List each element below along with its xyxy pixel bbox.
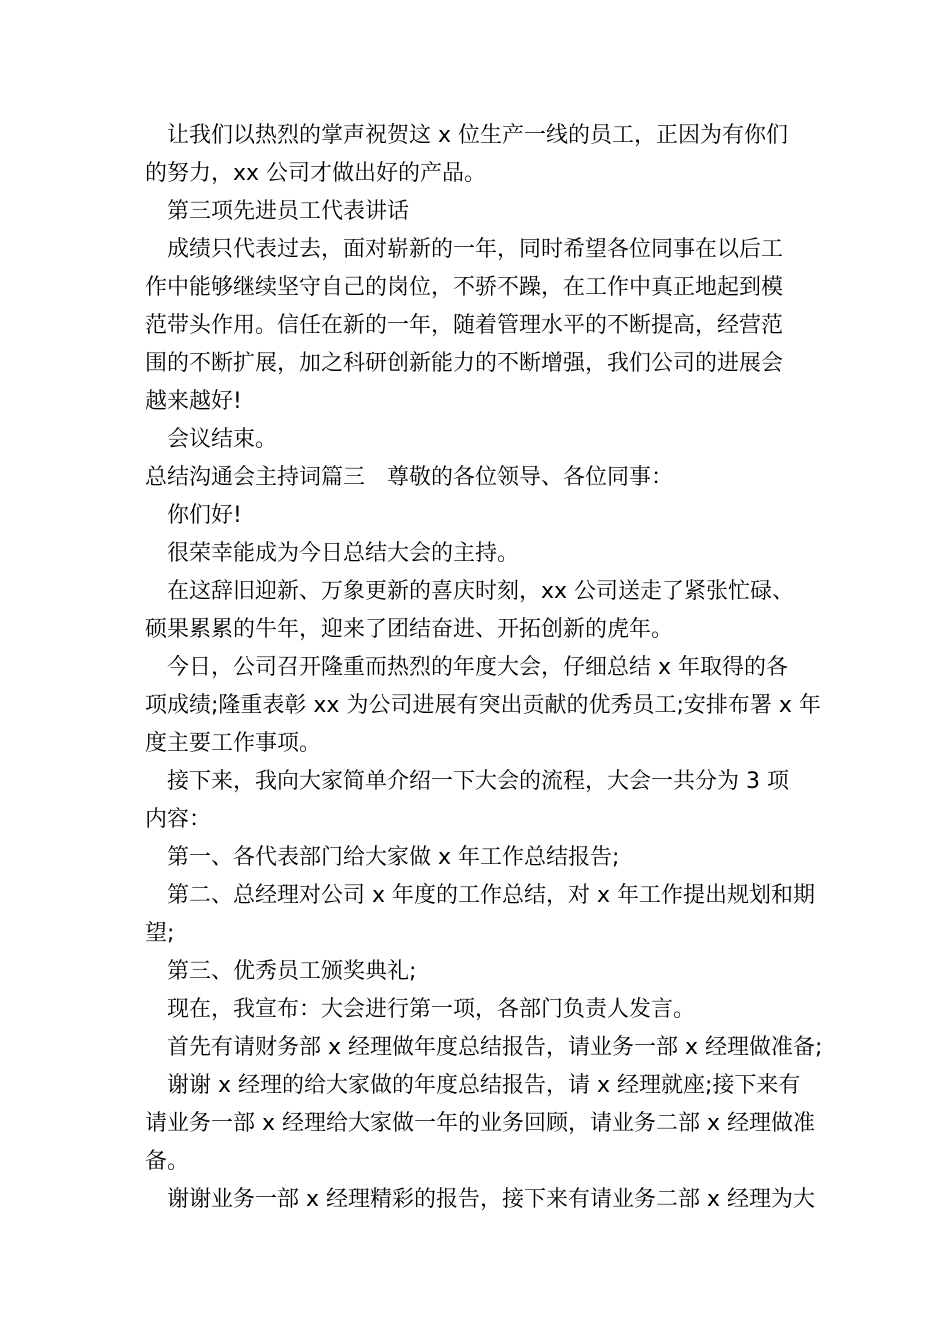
text-line: 很荣幸能成为今日总结大会的主持。 bbox=[167, 541, 520, 566]
text-line: 望; bbox=[145, 921, 175, 946]
text-line: 硕果累累的牛年，迎来了团结奋进、开拓创新的虎年。 bbox=[145, 617, 674, 642]
text-line: 你们好! bbox=[167, 503, 242, 528]
text-line: 备。 bbox=[145, 1149, 190, 1174]
text-line: 围的不断扩展，加之科研创新能力的不断增强，我们公司的进展会 bbox=[145, 351, 784, 376]
text-line: 的努力，xx 公司才做出好的产品。 bbox=[145, 161, 487, 186]
text-line: 项成绩;隆重表彰 xx 为公司进展有突出贡献的优秀员工;安排布署 x 年 bbox=[145, 693, 821, 718]
text-line: 今日，公司召开隆重而热烈的年度大会，仔细总结 x 年取得的各 bbox=[167, 655, 789, 680]
text-line: 接下来，我向大家简单介绍一下大会的流程，大会一共分为 3 项 bbox=[167, 769, 789, 794]
section-heading: 第三项先进员工代表讲话 bbox=[167, 199, 410, 224]
text-line: 首先有请财务部 x 经理做年度总结报告，请业务一部 x 经理做准备; bbox=[167, 1035, 823, 1060]
text-line: 内容： bbox=[145, 807, 212, 832]
text-line: 现在，我宣布：大会进行第一项，各部门负责人发言。 bbox=[167, 997, 696, 1022]
text-line: 度主要工作事项。 bbox=[145, 731, 322, 756]
text-line: 第三、优秀员工颁奖典礼; bbox=[167, 959, 417, 984]
text-line: 第一、各代表部门给大家做 x 年工作总结报告; bbox=[167, 845, 620, 870]
text-line: 谢谢业务一部 x 经理精彩的报告，接下来有请业务二部 x 经理为大 bbox=[167, 1187, 816, 1212]
section-heading: 总结沟通会主持词篇三 尊敬的各位领导、各位同事： bbox=[145, 465, 674, 490]
text-line: 请业务一部 x 经理给大家做一年的业务回顾，请业务二部 x 经理做准 bbox=[145, 1111, 816, 1136]
text-line: 范带头作用。信任在新的一年，随着管理水平的不断提高，经营范 bbox=[145, 313, 784, 338]
text-line: 作中能够继续坚守自己的岗位，不骄不躁，在工作中真正地起到模 bbox=[145, 275, 784, 300]
text-line: 在这辞旧迎新、万象更新的喜庆时刻，xx 公司送走了紧张忙碌、 bbox=[167, 579, 795, 604]
text-line: 让我们以热烈的掌声祝贺这 x 位生产一线的员工，正因为有你们 bbox=[167, 123, 789, 148]
text-line: 第二、总经理对公司 x 年度的工作总结，对 x 年工作提出规划和期 bbox=[167, 883, 816, 908]
text-line: 会议结束。 bbox=[167, 427, 278, 452]
text-line: 成绩只代表过去，面对崭新的一年，同时希望各位同事在以后工 bbox=[167, 237, 784, 262]
text-line: 谢谢 x 经理的给大家做的年度总结报告，请 x 经理就座;接下来有 bbox=[167, 1073, 801, 1098]
text-line: 越来越好! bbox=[145, 389, 242, 414]
